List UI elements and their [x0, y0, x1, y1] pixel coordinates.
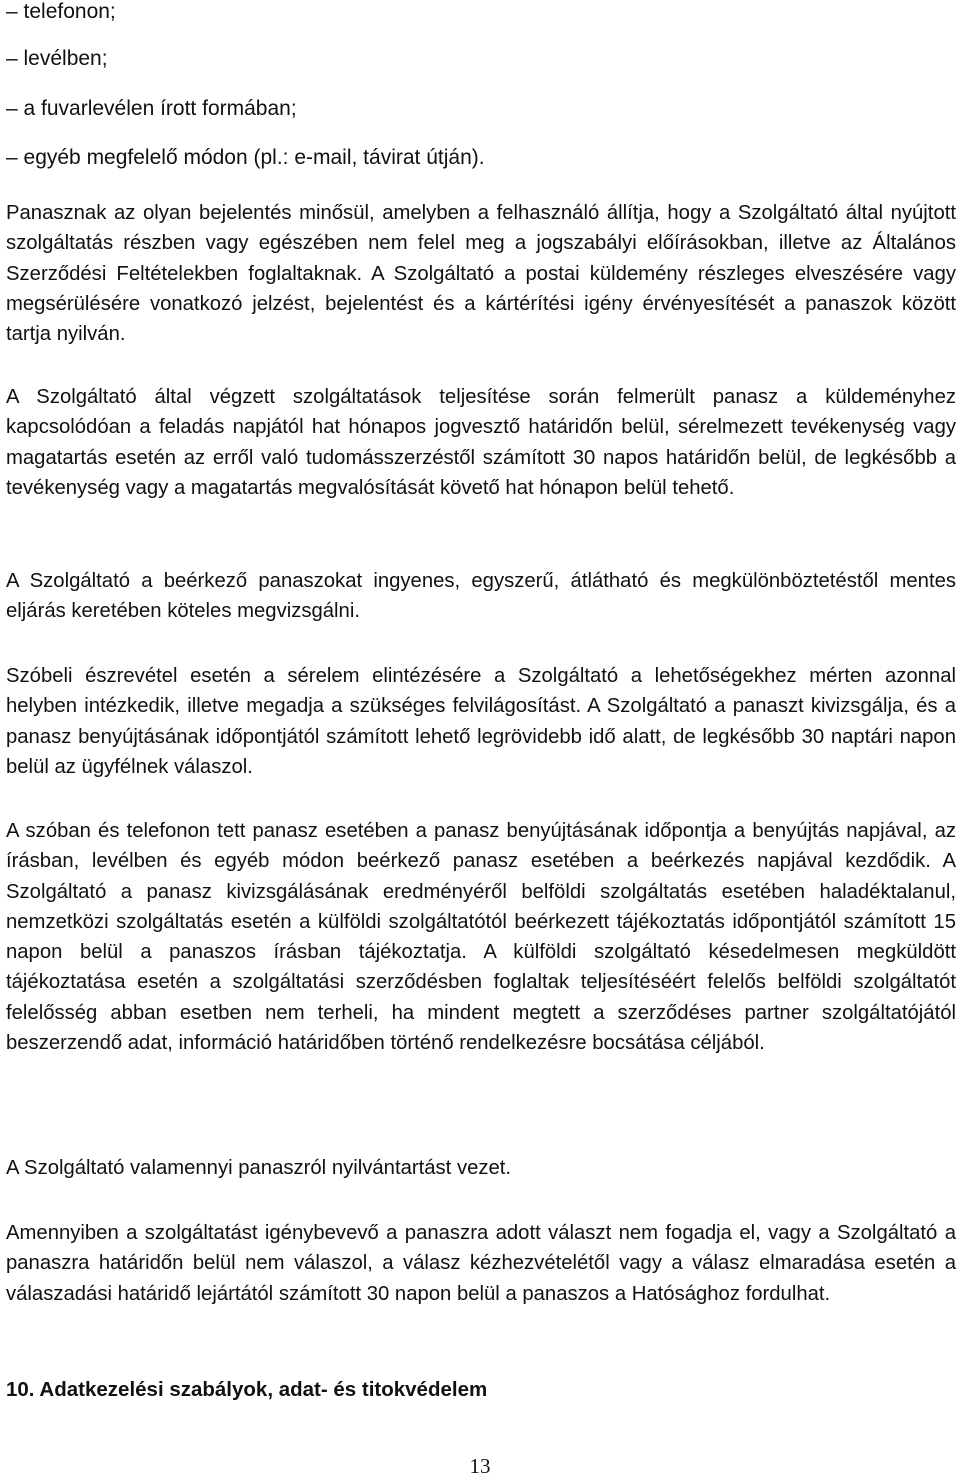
paragraph-complaint-timing: A szóban és telefonon tett panasz esetében a panasz benyújtásának időpontja a benyújtás napjával, az írásban, levélben és egyéb módon beérkező panasz esetében a beérkezés napjával kezdődik. A Szolgáltató a panasz kivizsgálásának eredményéről belföldi szolgáltatás esetében haladéktalanul, nemzetközi szolgáltatás esetén a külföldi szolgáltatótól beérkezett tájékoztatás időpontjától számított 15 napon belül a panaszos írásban tájékoztatja. A külföldi szolgáltató késedelmesen megküldött tájékoztatása esetén a szolgáltatási szerződésben foglaltak teljesítéséért felelős belföldi szolgáltatót felelősség abban esetben nem terheli, ha mindent megtett a szerződéses partner szolgáltatójától beszerzendő adat, információ határidőben történő rendelkezésre bocsátása céljából.	[6, 820, 956, 1055]
paragraph-register: A Szolgáltató valamennyi panaszról nyilvántartást vezet.	[6, 1157, 512, 1179]
paragraph-free-procedure: A Szolgáltató a beérkező panaszokat ingyenes, egyszerű, átlátható és megkülönböztetéstől mentes eljárás keretében köteles megvizsgálni.	[6, 570, 956, 623]
page-number: 13	[469, 1454, 491, 1478]
list-item: – telefonon;	[6, 0, 116, 23]
paragraph-authority: Amennyiben a szolgáltatást igénybevevő a panaszra adott választ nem fogadja el, vagy a Szolgáltató a panaszra határidőn belül nem válaszol, a válasz kézhezvételétől vagy a válasz elmaradása esetén a válaszadási határidő lejártától számított 30 napon belül a panaszos a Hatósághoz fordulhat.	[6, 1222, 956, 1305]
list-item: – levélben;	[6, 47, 108, 70]
paragraph-complaint-deadline: A Szolgáltató által végzett szolgáltatások teljesítése során felmerült panasz a küldeményhez kapcsolódóan a feladás napjától hat hónapos jogvesztő határidőn belül, sérelmezett tevékenység vagy magatartás esetén az erről való tudomásszerzéstől számított 30 napos határidőn belül, de legkésőbb a tevékenység vagy a magatartás megvalósítását követő hat hónapon belül tehető.	[6, 386, 956, 499]
list-item: – egyéb megfelelő módon (pl.: e-mail, távirat útján).	[6, 146, 485, 169]
list-item: – a fuvarlevélen írott formában;	[6, 97, 297, 120]
paragraph-oral-complaint: Szóbeli észrevétel esetén a sérelem elintézésére a Szolgáltató a lehetőségekhez mérten azonnal helyben intézkedik, illetve megadja a szükséges felvilágosítást. A Szolgáltató a panaszt kivizsgálja, és a panasz benyújtásának időpontjától számított lehető legrövidebb idő alatt, de legkésőbb 30 naptári napon belül az ügyfélnek válaszol.	[6, 665, 956, 778]
section-heading: 10. Adatkezelési szabályok, adat- és titokvédelem	[6, 1378, 488, 1401]
paragraph-complaint-definition: Panasznak az olyan bejelentés minősül, amelyben a felhasználó állítja, hogy a Szolgáltató által nyújtott szolgáltatás részben vagy egészében nem felel meg a jogszabályi előírásokban, illetve az Általános Szerződési Feltételekben foglaltaknak. A Szolgáltató a postai küldemény részleges elveszésére vagy megsérülésére vonatkozó jelzést, bejelentést és a kártérítési igény érvényesítését a panaszok között tartja nyilván.	[6, 202, 956, 346]
